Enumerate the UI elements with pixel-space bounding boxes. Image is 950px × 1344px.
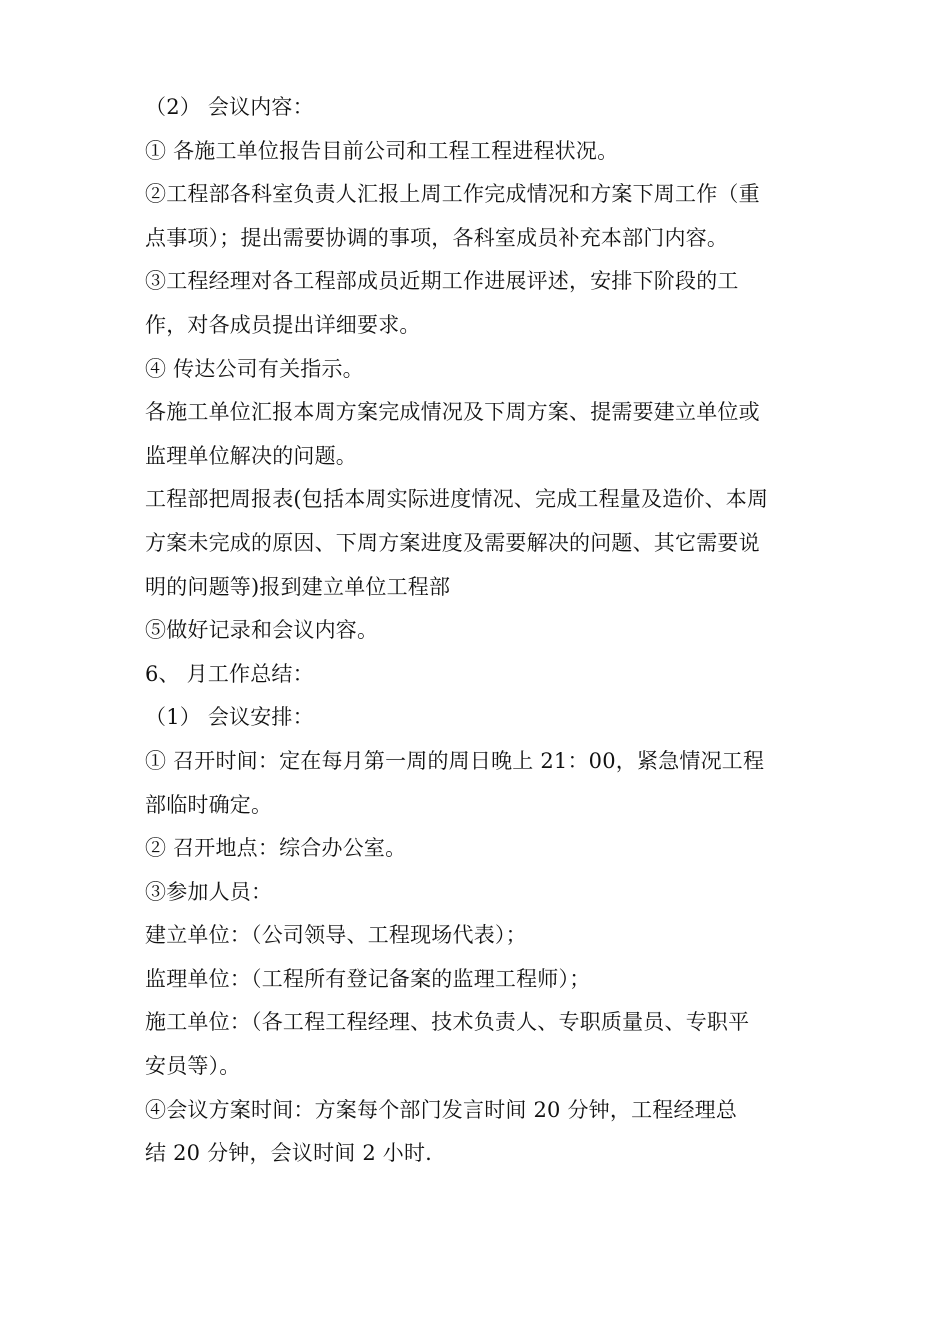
text-line: 结 20 分钟，会议时间 2 小时. bbox=[145, 1141, 433, 1166]
text-line: ②工程部各科室负责人汇报上周工作完成情况和方案下周工作（重 bbox=[145, 182, 760, 207]
document-body bbox=[145, 86, 810, 1176]
text-line: 明的问题等)报到建立单位工程部 bbox=[145, 574, 451, 599]
text-line: 监理单位：（工程所有登记备案的监理工程师）； bbox=[145, 966, 591, 991]
text-line: 工程部把周报表(包括本周实际进度情况、完成工程量及造价、本周 bbox=[145, 487, 769, 512]
text-line: ④会议方案时间：方案每个部门发言时间 20 分钟，工程经理总 bbox=[145, 1097, 738, 1122]
meeting-arrangement-heading: （1） 会议安排： bbox=[145, 705, 314, 730]
text-line: ② 召开地点：综合办公室。 bbox=[145, 836, 407, 861]
text-line: ③工程经理对各工程部成员近期工作进展评述，安排下阶段的工 bbox=[145, 269, 739, 294]
text-line: 作，对各成员提出详细要求。 bbox=[145, 312, 421, 337]
text-line: 各施工单位汇报本周方案完成情况及下周方案、提需要建立单位或 bbox=[145, 400, 760, 425]
text-line: ① 召开时间：定在每月第一周的周日晚上 21：00，紧急情况工程 bbox=[145, 748, 765, 773]
text-line: 方案未完成的原因、下周方案进度及需要解决的问题、其它需要说 bbox=[145, 530, 760, 555]
monthly-summary-heading: 6、 月工作总结： bbox=[145, 661, 314, 686]
text-line: ④ 传达公司有关指示。 bbox=[145, 356, 364, 381]
text-line: ③参加人员： bbox=[145, 879, 273, 904]
text-line: 部临时确定。 bbox=[145, 792, 273, 817]
text-line: 监理单位解决的问题。 bbox=[145, 443, 357, 468]
text-line: ⑤做好记录和会议内容。 bbox=[145, 618, 379, 643]
meeting-content-heading: （2） 会议内容： bbox=[145, 95, 314, 119]
text-line: 点事项）；提出需要协调的事项，各科室成员补充本部门内容。 bbox=[145, 225, 729, 250]
text-line: 建立单位：（公司领导、工程现场代表）； bbox=[145, 923, 527, 948]
text-line: 施工单位：（各工程工程经理、技术负责人、专职质量员、专职平 bbox=[145, 1010, 750, 1035]
text-line: 安员等）。 bbox=[145, 1054, 241, 1079]
text-line: ① 各施工单位报告目前公司和工程工程进程状况。 bbox=[145, 138, 619, 163]
